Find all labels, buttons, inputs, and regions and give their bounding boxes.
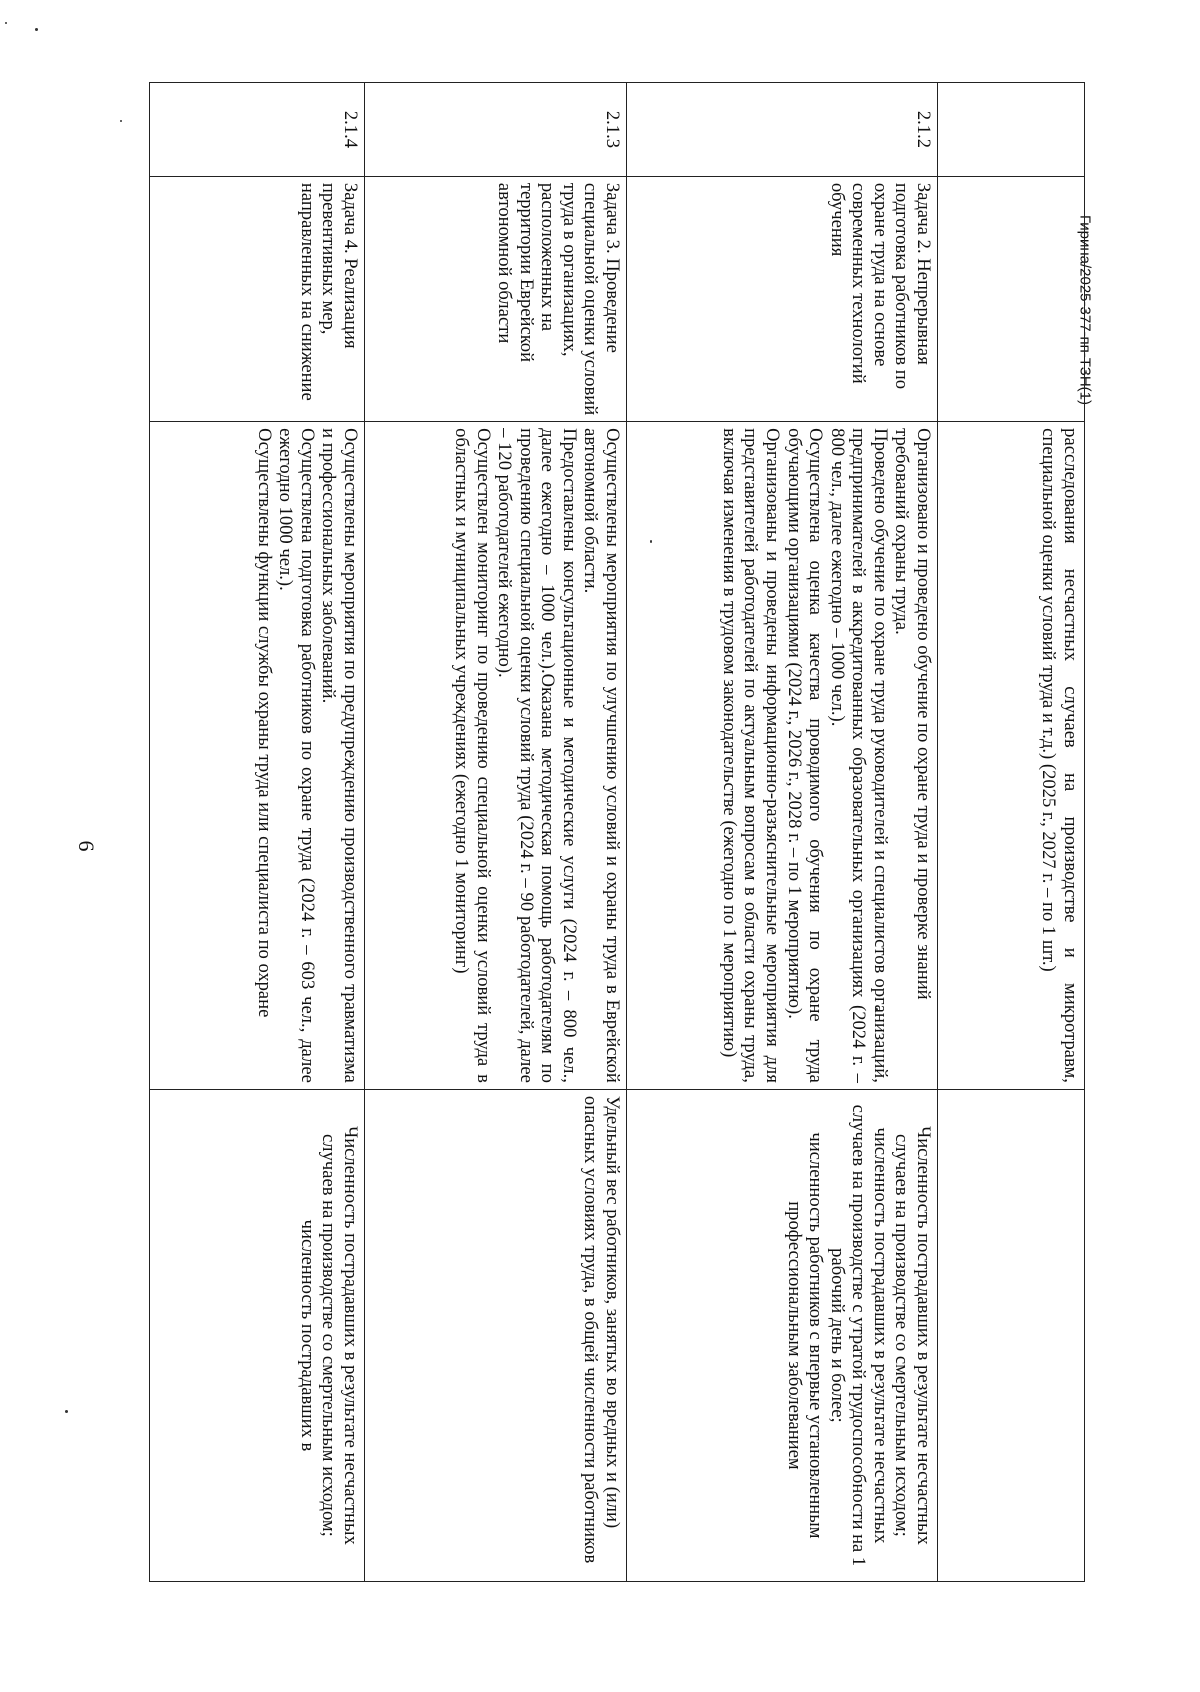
indicators-cell xyxy=(627,1089,938,1581)
row-number-cell: 2.1.3 xyxy=(365,83,627,177)
actions-cell xyxy=(938,422,1085,1090)
action-text: Проведено обучение по охране труда руководителей и специалистов организаций, предпринимателей в аккредитованных образовательных организациях (2024 г. – 800 чел., далее ежегодно – 1000 чел.). xyxy=(826,428,891,1083)
indicator-text: Численность пострадавших в результате несчастных случаев на производстве со смертельным исходом; xyxy=(318,1126,361,1545)
indicators-cell xyxy=(150,1089,365,1581)
task-text: Задача 2. Непрерывная подготовка работников по охране труда на основе современных технологий обучения xyxy=(826,182,934,390)
table-row xyxy=(150,83,365,1582)
action-text: Осуществлены мероприятия по улучшению условий и охраны труда в Еврейской автономной области. xyxy=(580,428,623,1083)
action-text: расследования несчастных случаев на производстве и микротравм, xyxy=(1060,428,1081,1083)
program-tasks-table xyxy=(149,82,1085,1582)
indicator-text: численность пострадавших в xyxy=(296,1219,318,1452)
actions-cell xyxy=(365,422,627,1090)
action-text: Осуществлены мероприятия по предупреждению производственного травматизма и профессиональных заболеваний. xyxy=(318,428,361,1083)
indicator-text: Удельный вес работников, занятых во вредных и (или) опасных условиях труда, в общей численности работников xyxy=(580,1095,623,1564)
task-text: Задача 4. Реализация превентивных мер, направленных на снижение xyxy=(296,182,361,401)
table-row xyxy=(627,83,938,1582)
action-text: Предоставлены консультационные и методические услуги (2024 г. – 800 чел., далее ежегодно – 1000 чел.).Оказана методическая помощь работодателям по проведению специальной оценки условий труда (2024 г. – 90 работодателей, далее – 120 работодателей ежегодно). xyxy=(494,428,580,1083)
scan-speck xyxy=(35,28,38,31)
indicator-text: численность пострадавших в результате несчастных случаев на производстве с утратой трудоспособности на 1 рабочий день и более; xyxy=(826,1104,891,1567)
action-text: Осуществлена оценка качества проводимого обучения по охране труда обучающими организациями (2024 г., 2026 г., 2028 г. – по 1 мероприятию). xyxy=(783,428,827,1083)
actions-cell xyxy=(627,422,938,1090)
action-text: Организованы и проведены информационно-разъяснительные мероприятия для представителей работодателей по актуальным вопросам в области охраны труда, включая изменения в трудовом законодательстве (ежегодно по 1 мероприятию) xyxy=(718,428,784,1083)
task-cell xyxy=(938,176,1085,421)
row-number-cell: 2.1.2 xyxy=(627,83,938,177)
actions-cell xyxy=(150,422,365,1090)
indicator-text: численность работников с впервые установленным профессиональным заболеванием xyxy=(783,1132,827,1539)
task-cell xyxy=(365,176,627,421)
indicators-cell xyxy=(365,1089,627,1581)
action-text: Осуществлены функции службы охраны труда или специалиста по охране xyxy=(253,428,275,1018)
action-text: Осуществлен мониторинг по проведению специальной оценки условий труда в областных и муниципальных учреждениях (ежегодно 1 мониторинг) xyxy=(451,428,494,1083)
rotated-table-wrapper xyxy=(178,82,1085,1582)
indicator-text: Численность пострадавших в результате несчастных случаев на производстве со смертельным исходом; xyxy=(891,1126,934,1545)
scan-speck xyxy=(120,120,122,122)
action-text: специальной оценки условий труда и т.д.) (2025 г., 2027 г. – по 1 шт.) xyxy=(1038,428,1060,972)
scan-speck xyxy=(5,22,7,24)
table-row xyxy=(938,83,1085,1582)
row-number-cell: 2.1.4 xyxy=(150,83,365,177)
task-cell xyxy=(150,176,365,421)
task-text: Задача 3. Проведение специальной оценки условий труда в организациях, расположенных на территории Еврейской автономной области xyxy=(494,182,623,416)
page-number: 6 xyxy=(74,840,99,852)
action-text: Осуществлена подготовка работников по охране труда (2024 г. – 603 чел., далее ежегодно 1000 чел.). xyxy=(275,428,318,1083)
action-text: Организовано и проведено обучение по охране труда и проверке знаний требований охраны труда. xyxy=(891,428,934,1000)
row-number-cell xyxy=(938,83,1085,177)
task-cell xyxy=(627,176,938,421)
document-code-footer: Гирина/2025-377-пп-ТЗН(1) xyxy=(1076,214,1094,406)
indicators-cell xyxy=(938,1089,1085,1581)
table-row xyxy=(365,83,627,1582)
scan-speck xyxy=(65,1410,68,1413)
